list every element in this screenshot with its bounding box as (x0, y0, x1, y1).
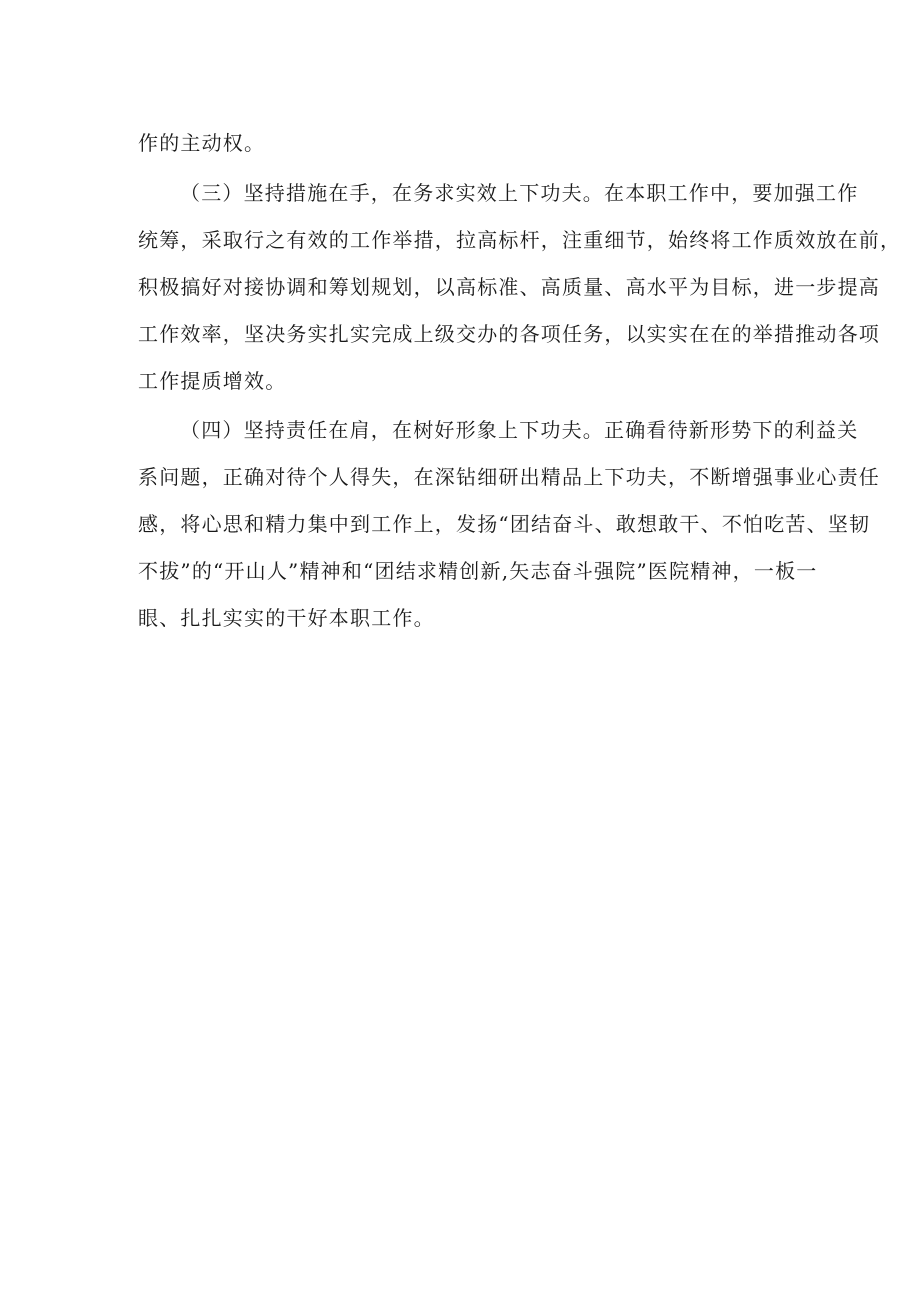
text-line: 作的主动权。 (138, 131, 266, 155)
text-line: 积极搞好对接协调和筹划规划，以高标准、高质量、高水平为目标，进一步提高 (138, 275, 880, 299)
text-line: （四）坚持责任在肩，在树好形象上下功夫。正确看待新形势下的利益关 (180, 418, 859, 442)
text-line: 系问题，正确对待个人得失，在深钻细研出精品上下功夫，不断增强事业心责任 (138, 465, 880, 489)
text-line: （三）坚持措施在手，在务求实效上下功夫。在本职工作中，要加强工作 (180, 181, 859, 205)
text-line: 统筹，采取行之有效的工作举措，拉高标杆，注重细节，始终将工作质效放在前， (138, 228, 902, 252)
text-line: 不拔”的“开山人”精神和“团结求精创新,矢志奋斗强院”医院精神，一板一 (138, 559, 818, 583)
text-line: 工作提质增效。 (138, 369, 287, 393)
text-line: 感，将心思和精力集中到工作上，发扬“团结奋斗、敢想敢干、不怕吃苦、坚韧 (138, 512, 871, 536)
text-line: 工作效率，坚决务实扎实完成上级交办的各项任务，以实实在在的举措推动各项 (138, 322, 880, 346)
text-line: 眼、扎扎实实的干好本职工作。 (138, 606, 435, 630)
